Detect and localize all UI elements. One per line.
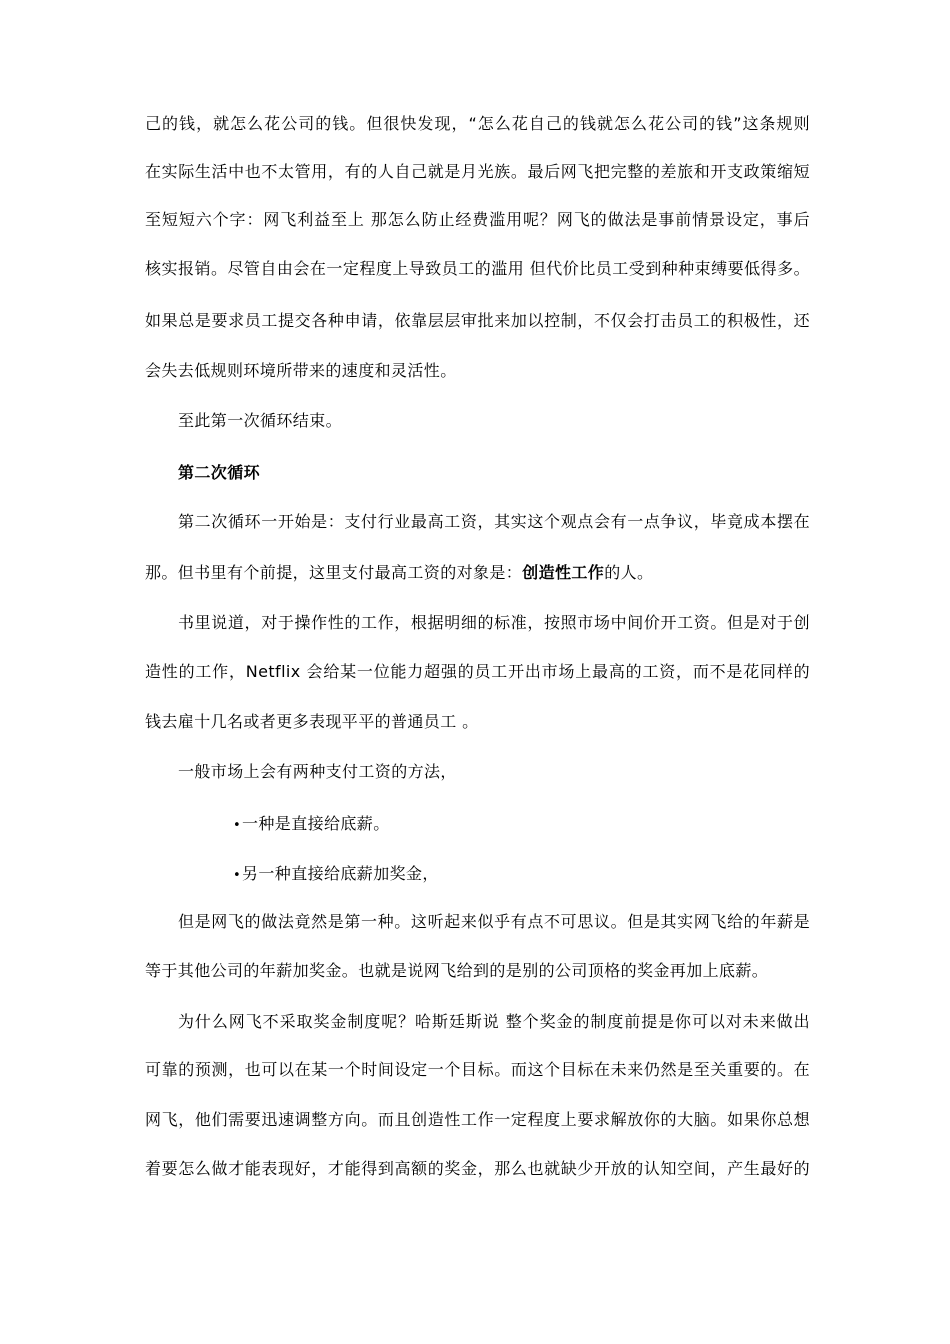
paragraph-7-line-4: 着要怎么做才能表现好，才能得到高额的奖金，那么也就缺少开放的认知空间，产生最好的 (145, 1159, 810, 1178)
list-item (233, 862, 439, 888)
paragraph-4-line-3: 钱去雇十几名或者更多表现平平的普通员工 。 (145, 712, 479, 731)
paragraph-6-line-2: 等于其他公司的年薪加奖金。也就是说网飞给到的是别的公司顶格的奖金再加上底薪。 (145, 961, 769, 980)
paragraph-1-line-6: 会失去低规则环境所带来的速度和灵活性。 (145, 361, 457, 380)
paragraph-1-line-2: 在实际生活中也不太管用，有的人自己就是月光族。最后网飞把完整的差旅和开支政策缩短 (145, 162, 810, 181)
bold-emphasis: 创造性工作 (522, 563, 605, 582)
paragraph-3-line-2 (145, 561, 810, 585)
paragraph-1-line-5: 如果总是要求员工提交各种申请，依靠层层审批来加以控制，不仅会打击员工的积极性，还 (145, 311, 810, 330)
paragraph-6-line-1: 但是网飞的做法竟然是第一种。这听起来似乎有点不可思议。但是其实网飞给的年薪是 (178, 912, 810, 931)
list-item (233, 812, 390, 838)
paragraph-7-line-2: 可靠的预测，也可以在某一个时间设定一个目标。而这个目标在未来仍然是至关重要的。在 (145, 1060, 810, 1079)
paragraph-4-line-1: 书里说道，对于操作性的工作，根据明细的标准，按照市场中间价开工资。但是对于创 (178, 613, 810, 632)
paragraph-3-text-after: 的人。 (604, 563, 654, 582)
list-item-text: 一种是直接给底薪。 (242, 814, 390, 833)
section-heading: 第二次循环 (178, 463, 261, 482)
bullet-dot-icon: • (233, 868, 242, 883)
paragraph-3-text-before: 那。但书里有个前提，这里支付最高工资的对象是： (145, 563, 523, 582)
paragraph-1-line-3: 至短短六个字：网飞利益至上 那怎么防止经费滥用呢？网飞的做法是事前情景设定，事后 (145, 210, 810, 229)
paragraph-7-line-1: 为什么网飞不采取奖金制度呢？哈斯廷斯说 整个奖金的制度前提是你可以对未来做出 (178, 1012, 810, 1031)
paragraph-2: 至此第一次循环结束。 (178, 411, 343, 430)
paragraph-7-line-3: 网飞，他们需要迅速调整方向。而且创造性工作一定程度上要求解放你的大脑。如果你总想 (145, 1110, 810, 1129)
paragraph-1-line-4: 核实报销。尽管自由会在一定程度上导致员工的滥用 但代价比员工受到种种束缚要低得多。 (145, 259, 810, 278)
paragraph-4-line-2: 造性的工作，Netflix 会给某一位能力超强的员工开出市场上最高的工资，而不是花同样的 (145, 662, 810, 681)
list-item-text: 另一种直接给底薪加奖金， (242, 864, 439, 883)
paragraph-1-line-1: 己的钱，就怎么花公司的钱。但很快发现，“怎么花自己的钱就怎么花公司的钱”这条规则 (145, 114, 810, 133)
paragraph-5: 一般市场上会有两种支付工资的方法， (178, 762, 457, 781)
paragraph-3-line-1: 第二次循环一开始是：支付行业最高工资，其实这个观点会有一点争议，毕竟成本摆在 (178, 512, 810, 531)
bullet-dot-icon: • (233, 818, 242, 833)
